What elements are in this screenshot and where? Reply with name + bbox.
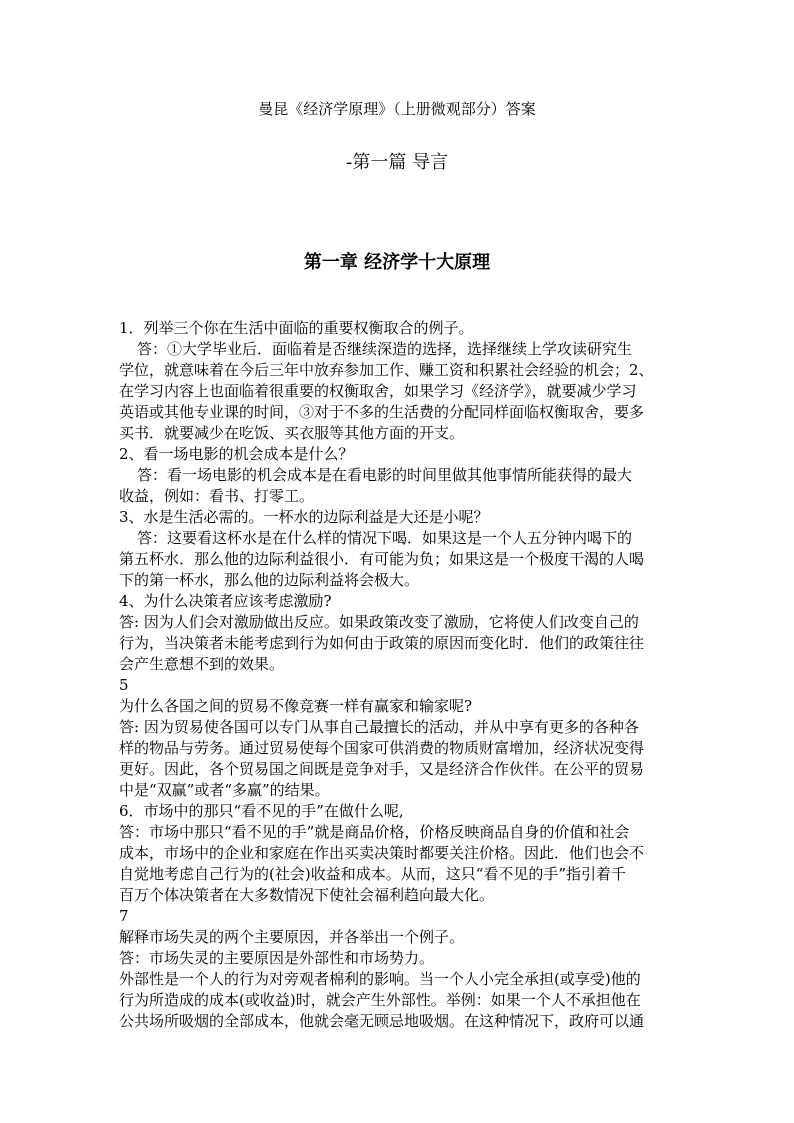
text-line: 答：这要看这杯水是在什么样的情况下喝．如果这是一个人五分钟内喝下的 bbox=[137, 529, 633, 547]
text-line: 6．市场中的那只“看不见的手”在做什么呢, bbox=[119, 802, 404, 820]
text-line: 2、看一场电影的机会成本是什么？ bbox=[119, 445, 354, 463]
text-line: 行为，当决策者未能考虑到行为如何由于政策的原因而变化时．他们的政策往往 bbox=[119, 634, 645, 652]
text-line: 样的物品与劳务。通过贸易使每个国家可供消费的物质财富增加，经济状况变得 bbox=[119, 739, 645, 757]
document-body bbox=[119, 318, 675, 1032]
text-line: 会产生意想不到的效果。 bbox=[119, 655, 285, 673]
text-line: 5 bbox=[119, 676, 129, 694]
text-line: 成本，市场中的企业和家庭在作出买卖决策时都要关注价格。因此．他们也会不 bbox=[119, 844, 645, 862]
text-line: 买书．就要减少在吃饭、买衣服等其他方面的开支。 bbox=[119, 424, 465, 442]
text-line: 答: 因为贸易使各国可以专门从事自己最擅长的活动，并从中享有更多的各种各 bbox=[119, 718, 639, 736]
part-title: -第一篇 导言 bbox=[345, 152, 449, 173]
text-line: 4、为什么决策者应该考虑激励? bbox=[119, 592, 332, 610]
text-line: 答：市场中那只“看不见的手”就是商品价格，价格反映商品自身的价值和社会 bbox=[119, 823, 630, 841]
text-line: 在学习内容上也面临着很重要的权衡取舍，如果学习《经济学》，就要减少学习 bbox=[119, 382, 637, 400]
text-line: 7 bbox=[119, 907, 129, 925]
chapter-title: 第一章 经济学十大原理 bbox=[303, 252, 491, 273]
text-line: 下的第一杯水，那么他的边际利益将会极大。 bbox=[119, 571, 420, 589]
text-line: 答：市场失灵的主要原因是外部性和市场势力。 bbox=[119, 949, 435, 967]
text-line: 外部性是一个人的行为对旁观者棉利的影响。当一个人小完全承担(或享受)他的 bbox=[119, 970, 641, 988]
text-line: 中是“双赢”或者“多赢”的结果。 bbox=[119, 781, 330, 799]
text-line: 行为所造成的成本(或收益)时，就会产生外部性。举例：如果一个人不承担他在 bbox=[119, 991, 641, 1009]
text-line: 英语或其他专业课的时间，③对于不多的生活费的分配同样面临权衡取舍，要多 bbox=[119, 403, 645, 421]
text-line: 第五杯水．那么他的边际利益很小．有可能为负；如果这是一个极度干渴的人喝 bbox=[119, 550, 645, 568]
text-line: 为什么各国之间的贸易不像竞赛一样有赢家和输家呢? bbox=[119, 697, 473, 715]
text-line: 答：①大学毕业后．面临着是否继续深造的选择，选择继续上学攻读研究生 bbox=[137, 340, 633, 358]
text-line: 答：看一场电影的机会成本是在看电影的时间里做其他事情所能获得的最大 bbox=[137, 466, 633, 484]
text-line: 百万个体决策者在大多数情况下使社会福利趋向最大化。 bbox=[119, 886, 495, 904]
text-line: 3、水是生活必需的。一杯水的边际利益是大还是小呢？ bbox=[119, 508, 489, 526]
text-line: 1．列举三个你在生活中面临的重要权衡取合的例子。 bbox=[119, 319, 474, 337]
text-line: 收益，例如：看书、打零工。 bbox=[119, 487, 315, 505]
text-line: 更好。因此，各个贸易国之间既是竞争对手，又是经济合作伙伴。在公平的贸易 bbox=[119, 760, 645, 778]
text-line: 自觉地考虑自己行为的(社会)收益和成本。从而，这只“看不见的手”指引着千 bbox=[119, 865, 627, 883]
document-title: 曼昆《经济学原理》（上册微观部分）答案 bbox=[258, 100, 536, 118]
text-line: 解释市场失灵的两个主要原因，并各举出一个例子。 bbox=[119, 928, 465, 946]
text-line: 学位，就意味着在今后三年中放弃参加工作、赚工资和积累社会经验的机会；2、 bbox=[119, 361, 654, 379]
text-line: 公共场所吸烟的全部成本，他就会毫无顾忌地吸烟。在这种情况下，政府可以通 bbox=[119, 1012, 645, 1030]
text-line: 答: 因为人们会对激励做出反应。如果政策改变了激励，它将使人们改变自己的 bbox=[119, 613, 639, 631]
